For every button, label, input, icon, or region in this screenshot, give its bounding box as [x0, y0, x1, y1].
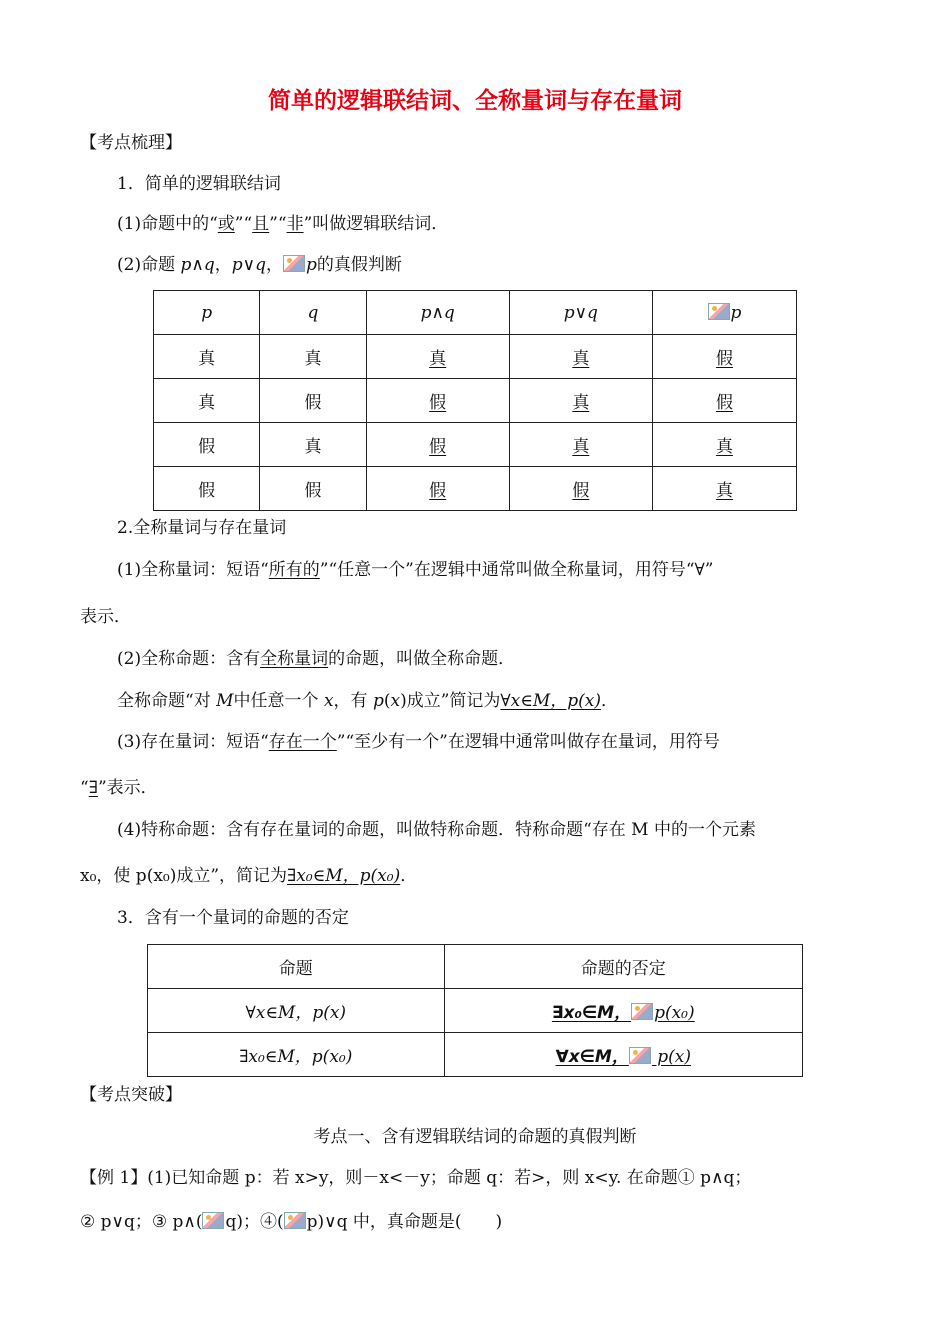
table-header-cell: p∧q: [366, 291, 509, 335]
table-cell: 假: [366, 379, 509, 423]
table-header-cell: p: [154, 291, 260, 335]
broken-image-icon: [629, 1047, 651, 1064]
table-cell: ∀x∈M， p(x): [444, 1033, 802, 1077]
table-cell: ∃x₀∈M，p(x₀): [148, 1033, 445, 1077]
page-title: 简单的逻辑联结词、全称量词与存在量词: [268, 88, 682, 114]
table-header-cell-not-p: p: [652, 291, 796, 335]
paragraph-universal-proposition: (2)全称命题：含有全称量词的命题，叫做全称命题．: [117, 649, 516, 669]
table-cell: 真: [509, 379, 652, 423]
broken-image-icon: [284, 1212, 306, 1229]
paragraph-truth-judgement: (2)命题 p∧q，p∨q， p的真假判断: [117, 255, 402, 275]
table-row: [148, 989, 803, 1033]
table-cell: 真: [154, 335, 260, 379]
example-1-line-2: ② p∨q；③ p∧( q)；④( p)∨q 中，真命题是( ): [80, 1212, 503, 1232]
table-cell: 假: [154, 467, 260, 511]
table-header-cell: 命题: [148, 945, 445, 989]
heading-logical-connectives: 1．简单的逻辑联结词: [117, 174, 281, 194]
table-header-cell: q: [260, 291, 366, 335]
paragraph-particular-proposition: (4)特称命题：含有存在量词的命题，叫做特称命题．特称命题“存在 M 中的一个元素: [117, 820, 756, 840]
table-row: [154, 467, 797, 511]
broken-image-icon: [708, 303, 730, 320]
table-row: [154, 423, 797, 467]
truth-table: [153, 290, 797, 511]
paragraph-universal-quantifier-cont: 表示．: [80, 607, 131, 627]
broken-image-icon: [631, 1003, 653, 1020]
paragraph-universal-quantifier: (1)全称量词：短语“所有的”“任意一个”在逻辑中通常叫做全称量词，用符号“∀”: [117, 560, 714, 580]
table-header-cell: p∨q: [509, 291, 652, 335]
table-header-row: [154, 291, 797, 335]
table-cell: 真: [366, 335, 509, 379]
paragraph-existential-quantifier-cont: “∃”表示．: [80, 778, 158, 798]
section-heading-breakthrough: 【考点突破】: [80, 1085, 182, 1105]
paragraph-particular-notation: x₀，使 p(x₀)成立”，简记为∃x₀∈M，p(x₀)．: [80, 866, 418, 886]
table-cell: 假: [260, 379, 366, 423]
table-cell: ∀x∈M，p(x): [148, 989, 445, 1033]
table-cell: 真: [509, 423, 652, 467]
heading-key-point-one: 考点一、含有逻辑联结词的命题的真假判断: [313, 1127, 637, 1147]
table-cell: 真: [652, 423, 796, 467]
section-heading-review: 【考点梳理】: [80, 133, 182, 153]
broken-image-icon: [202, 1212, 224, 1229]
example-1-line-1: 【例 1】(1)已知命题 p：若 x>y，则－x<－y；命题 q：若>，则 x<y. 在命题① p∧q；: [80, 1168, 752, 1188]
broken-image-icon: [283, 255, 305, 272]
table-cell: 假: [260, 467, 366, 511]
paragraph-existential-quantifier: (3)存在量词：短语“存在一个”“至少有一个”在逻辑中通常叫做存在量词，用符号: [117, 732, 720, 752]
table-header-row: [148, 945, 803, 989]
table-cell: 假: [366, 467, 509, 511]
table-cell: 真: [652, 467, 796, 511]
table-cell: 假: [154, 423, 260, 467]
heading-quantifiers: 2.全称量词与存在量词: [117, 518, 287, 538]
paragraph-connectives: (1)命题中的“或”“且”“非”叫做逻辑联结词．: [117, 214, 449, 234]
table-cell: 假: [652, 379, 796, 423]
table-cell: 假: [366, 423, 509, 467]
table-cell: 真: [509, 335, 652, 379]
table-header-cell: 命题的否定: [444, 945, 802, 989]
table-cell: 真: [260, 423, 366, 467]
paragraph-universal-notation: 全称命题“对 M中任意一个 x，有 p(x)成立”简记为∀x∈M，p(x)．: [117, 691, 618, 711]
table-row: [154, 379, 797, 423]
table-cell: 真: [260, 335, 366, 379]
negation-table: [147, 944, 803, 1077]
table-row: [148, 1033, 803, 1077]
table-cell: ∃x₀∈M， p(x₀): [444, 989, 802, 1033]
table-cell: 真: [154, 379, 260, 423]
table-row: [154, 335, 797, 379]
heading-negation: 3．含有一个量词的命题的否定: [117, 908, 349, 928]
table-cell: 假: [509, 467, 652, 511]
table-cell: 假: [652, 335, 796, 379]
